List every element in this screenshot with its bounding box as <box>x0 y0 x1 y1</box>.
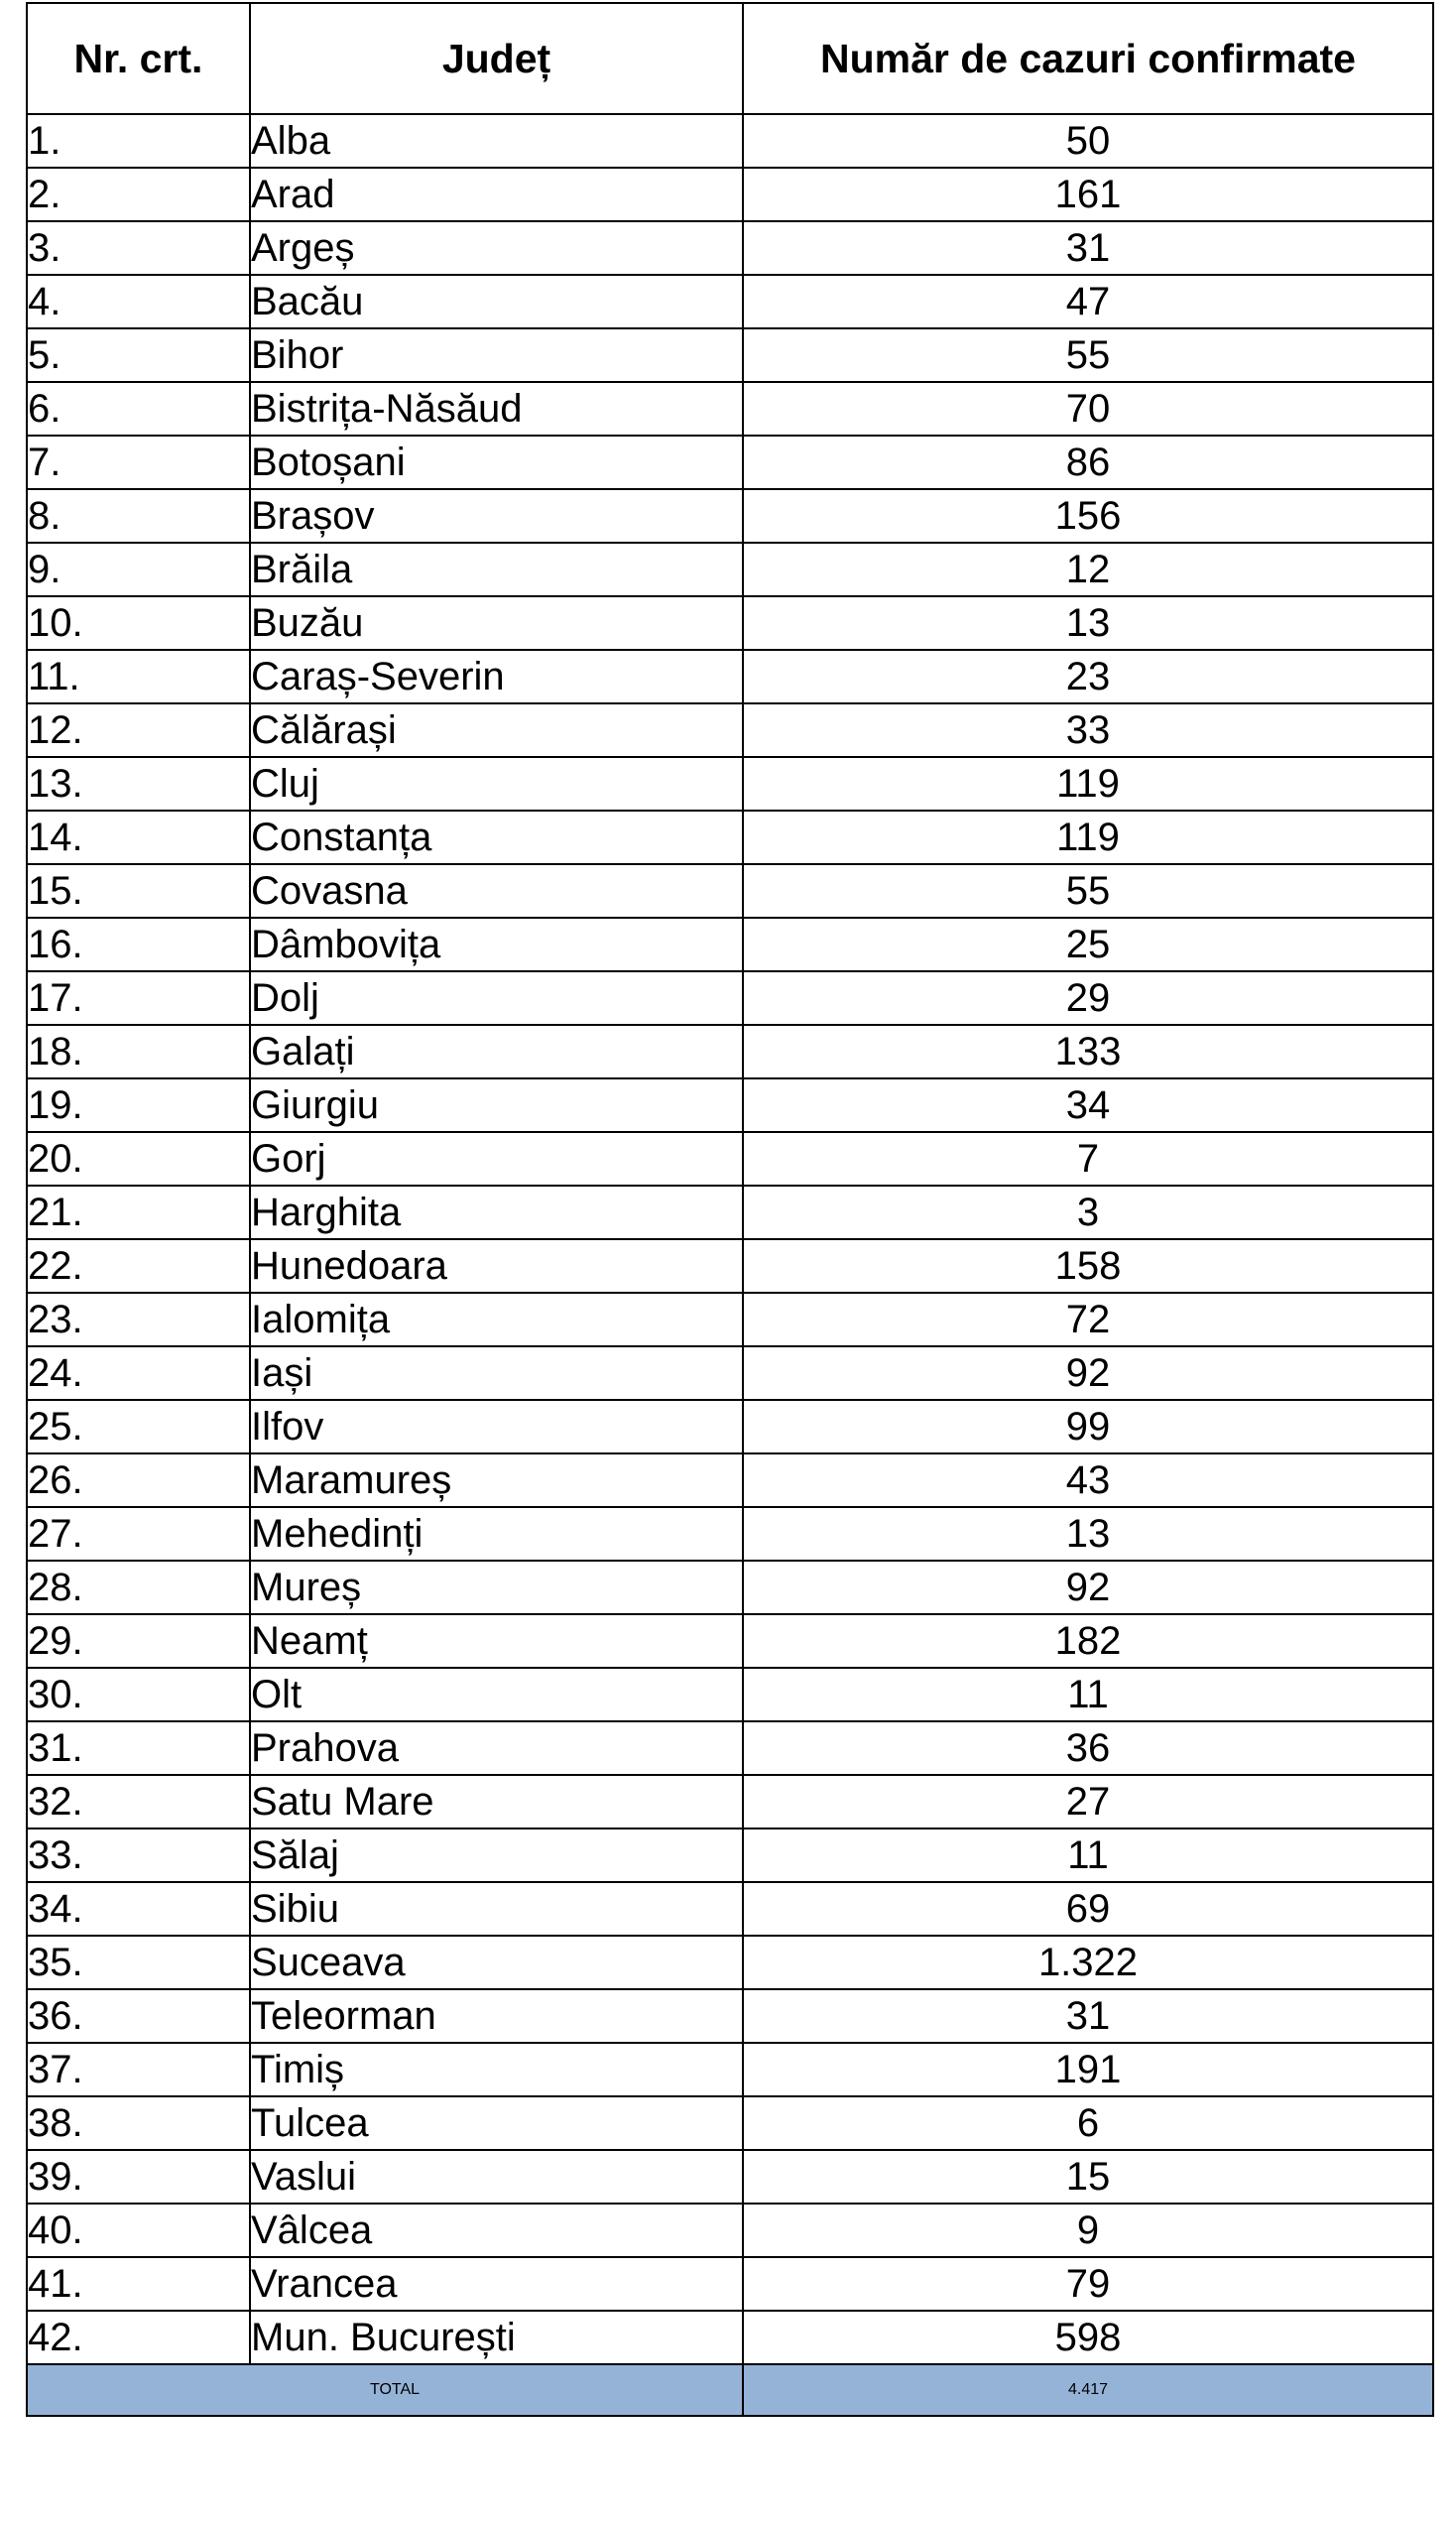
row-number-cell: 29. <box>27 1614 250 1668</box>
row-number-cell: 5. <box>27 328 250 382</box>
table-footer <box>27 2364 1433 2416</box>
cases-count-cell: 1.322 <box>743 1936 1433 1989</box>
row-number-cell: 37. <box>27 2043 250 2096</box>
cases-table <box>26 2 1434 2417</box>
cases-count-cell: 9 <box>743 2204 1433 2257</box>
row-number-cell: 30. <box>27 1668 250 1721</box>
cases-count-cell: 6 <box>743 2096 1433 2150</box>
row-number-cell: 17. <box>27 971 250 1025</box>
cases-count-cell: 43 <box>743 1453 1433 1507</box>
row-number-cell: 27. <box>27 1507 250 1561</box>
row-number-cell: 26. <box>27 1453 250 1507</box>
table-row <box>27 1453 1433 1507</box>
county-name-cell: Vâlcea <box>250 2204 743 2257</box>
cases-count-cell: 133 <box>743 1025 1433 1078</box>
cases-count-cell: 27 <box>743 1775 1433 1828</box>
table-row <box>27 864 1433 918</box>
cases-count-cell: 182 <box>743 1614 1433 1668</box>
table-row <box>27 1668 1433 1721</box>
row-number-cell: 1. <box>27 114 250 168</box>
table-row <box>27 1132 1433 1186</box>
row-number-cell: 33. <box>27 1828 250 1882</box>
county-name-cell: Alba <box>250 114 743 168</box>
table-row <box>27 1186 1433 1239</box>
cases-count-cell: 15 <box>743 2150 1433 2204</box>
table-body <box>27 114 1433 2364</box>
row-number-cell: 41. <box>27 2257 250 2311</box>
cases-count-cell: 72 <box>743 1293 1433 1346</box>
table-row <box>27 489 1433 543</box>
table-row <box>27 2150 1433 2204</box>
row-number-cell: 19. <box>27 1078 250 1132</box>
table-row <box>27 1346 1433 1400</box>
table-row <box>27 543 1433 596</box>
county-name-cell: Arad <box>250 168 743 221</box>
row-number-cell: 32. <box>27 1775 250 1828</box>
table-row <box>27 1239 1433 1293</box>
table-row <box>27 114 1433 168</box>
cases-count-cell: 7 <box>743 1132 1433 1186</box>
row-number-cell: 22. <box>27 1239 250 1293</box>
row-number-cell: 9. <box>27 543 250 596</box>
table-row <box>27 1078 1433 1132</box>
cases-count-cell: 69 <box>743 1882 1433 1936</box>
cases-count-cell: 47 <box>743 275 1433 328</box>
table-row <box>27 596 1433 650</box>
header-nr-crt: Nr. crt. <box>27 3 250 114</box>
county-name-cell: Iași <box>250 1346 743 1400</box>
table-row <box>27 436 1433 489</box>
county-name-cell: Teleorman <box>250 1989 743 2043</box>
table-row <box>27 1025 1433 1078</box>
row-number-cell: 16. <box>27 918 250 971</box>
county-name-cell: Covasna <box>250 864 743 918</box>
county-name-cell: Giurgiu <box>250 1078 743 1132</box>
table-row <box>27 1561 1433 1614</box>
table-row <box>27 811 1433 864</box>
county-name-cell: Ilfov <box>250 1400 743 1453</box>
county-name-cell: Mun. București <box>250 2311 743 2364</box>
county-name-cell: Suceava <box>250 1936 743 1989</box>
row-number-cell: 31. <box>27 1721 250 1775</box>
row-number-cell: 25. <box>27 1400 250 1453</box>
table-row <box>27 1721 1433 1775</box>
cases-count-cell: 11 <box>743 1668 1433 1721</box>
row-number-cell: 34. <box>27 1882 250 1936</box>
table-row <box>27 1293 1433 1346</box>
county-name-cell: Sălaj <box>250 1828 743 1882</box>
cases-count-cell: 13 <box>743 1507 1433 1561</box>
county-name-cell: Vaslui <box>250 2150 743 2204</box>
table-row <box>27 1828 1433 1882</box>
header-confirmed-cases: Număr de cazuri confirmate <box>743 3 1433 114</box>
cases-count-cell: 161 <box>743 168 1433 221</box>
table-row <box>27 971 1433 1025</box>
cases-count-cell: 31 <box>743 221 1433 275</box>
row-number-cell: 13. <box>27 757 250 811</box>
row-number-cell: 7. <box>27 436 250 489</box>
county-name-cell: Bacău <box>250 275 743 328</box>
table-row <box>27 1936 1433 1989</box>
cases-count-cell: 36 <box>743 1721 1433 1775</box>
county-name-cell: Satu Mare <box>250 1775 743 1828</box>
cases-count-cell: 23 <box>743 650 1433 703</box>
cases-count-cell: 191 <box>743 2043 1433 2096</box>
county-name-cell: Dolj <box>250 971 743 1025</box>
cases-count-cell: 119 <box>743 811 1433 864</box>
row-number-cell: 23. <box>27 1293 250 1346</box>
county-name-cell: Hunedoara <box>250 1239 743 1293</box>
total-value: 4.417 <box>743 2364 1433 2416</box>
row-number-cell: 24. <box>27 1346 250 1400</box>
table-row <box>27 221 1433 275</box>
row-number-cell: 18. <box>27 1025 250 1078</box>
row-number-cell: 42. <box>27 2311 250 2364</box>
county-name-cell: Constanța <box>250 811 743 864</box>
county-name-cell: Maramureș <box>250 1453 743 1507</box>
county-name-cell: Harghita <box>250 1186 743 1239</box>
cases-count-cell: 92 <box>743 1346 1433 1400</box>
table-row <box>27 2043 1433 2096</box>
row-number-cell: 21. <box>27 1186 250 1239</box>
table-row <box>27 1989 1433 2043</box>
row-number-cell: 28. <box>27 1561 250 1614</box>
row-number-cell: 40. <box>27 2204 250 2257</box>
total-label: TOTAL <box>27 2364 743 2416</box>
row-number-cell: 2. <box>27 168 250 221</box>
county-name-cell: Bistrița-Năsăud <box>250 382 743 436</box>
row-number-cell: 36. <box>27 1989 250 2043</box>
cases-count-cell: 25 <box>743 918 1433 971</box>
row-number-cell: 20. <box>27 1132 250 1186</box>
table-row <box>27 2257 1433 2311</box>
row-number-cell: 6. <box>27 382 250 436</box>
cases-count-cell: 156 <box>743 489 1433 543</box>
cases-count-cell: 11 <box>743 1828 1433 1882</box>
table-row <box>27 918 1433 971</box>
table-row <box>27 1614 1433 1668</box>
county-name-cell: Neamț <box>250 1614 743 1668</box>
row-number-cell: 10. <box>27 596 250 650</box>
county-name-cell: Brașov <box>250 489 743 543</box>
county-name-cell: Ialomița <box>250 1293 743 1346</box>
table-row <box>27 757 1433 811</box>
county-name-cell: Vrancea <box>250 2257 743 2311</box>
county-name-cell: Timiș <box>250 2043 743 2096</box>
cases-count-cell: 55 <box>743 864 1433 918</box>
county-name-cell: Olt <box>250 1668 743 1721</box>
county-name-cell: Sibiu <box>250 1882 743 1936</box>
table-row <box>27 2204 1433 2257</box>
county-name-cell: Buzău <box>250 596 743 650</box>
table-row <box>27 2096 1433 2150</box>
cases-count-cell: 50 <box>743 114 1433 168</box>
row-number-cell: 15. <box>27 864 250 918</box>
table-row <box>27 650 1433 703</box>
table-row <box>27 275 1433 328</box>
table-row <box>27 168 1433 221</box>
row-number-cell: 8. <box>27 489 250 543</box>
row-number-cell: 3. <box>27 221 250 275</box>
row-number-cell: 14. <box>27 811 250 864</box>
header-county: Județ <box>250 3 743 114</box>
cases-count-cell: 119 <box>743 757 1433 811</box>
table-row <box>27 1507 1433 1561</box>
total-row <box>27 2364 1433 2416</box>
county-name-cell: Mehedinți <box>250 1507 743 1561</box>
county-name-cell: Mureș <box>250 1561 743 1614</box>
cases-count-cell: 12 <box>743 543 1433 596</box>
cases-count-cell: 92 <box>743 1561 1433 1614</box>
row-number-cell: 35. <box>27 1936 250 1989</box>
county-name-cell: Brăila <box>250 543 743 596</box>
row-number-cell: 39. <box>27 2150 250 2204</box>
cases-count-cell: 13 <box>743 596 1433 650</box>
table-row <box>27 1775 1433 1828</box>
county-name-cell: Cluj <box>250 757 743 811</box>
county-name-cell: Bihor <box>250 328 743 382</box>
county-name-cell: Tulcea <box>250 2096 743 2150</box>
county-name-cell: Gorj <box>250 1132 743 1186</box>
cases-count-cell: 99 <box>743 1400 1433 1453</box>
table-row <box>27 1882 1433 1936</box>
row-number-cell: 12. <box>27 703 250 757</box>
table-row <box>27 328 1433 382</box>
table-row <box>27 1400 1433 1453</box>
row-number-cell: 38. <box>27 2096 250 2150</box>
row-number-cell: 11. <box>27 650 250 703</box>
county-name-cell: Dâmbovița <box>250 918 743 971</box>
cases-count-cell: 70 <box>743 382 1433 436</box>
cases-count-cell: 55 <box>743 328 1433 382</box>
county-name-cell: Prahova <box>250 1721 743 1775</box>
cases-count-cell: 598 <box>743 2311 1433 2364</box>
cases-count-cell: 34 <box>743 1078 1433 1132</box>
county-name-cell: Galați <box>250 1025 743 1078</box>
cases-count-cell: 29 <box>743 971 1433 1025</box>
county-name-cell: Botoșani <box>250 436 743 489</box>
header-row <box>27 3 1433 114</box>
table-row <box>27 703 1433 757</box>
county-name-cell: Călărași <box>250 703 743 757</box>
cases-count-cell: 158 <box>743 1239 1433 1293</box>
cases-count-cell: 86 <box>743 436 1433 489</box>
cases-count-cell: 33 <box>743 703 1433 757</box>
cases-count-cell: 79 <box>743 2257 1433 2311</box>
county-name-cell: Argeș <box>250 221 743 275</box>
table-row <box>27 2311 1433 2364</box>
table-header <box>27 3 1433 114</box>
cases-count-cell: 3 <box>743 1186 1433 1239</box>
county-name-cell: Caraș-Severin <box>250 650 743 703</box>
row-number-cell: 4. <box>27 275 250 328</box>
table-row <box>27 382 1433 436</box>
cases-count-cell: 31 <box>743 1989 1433 2043</box>
